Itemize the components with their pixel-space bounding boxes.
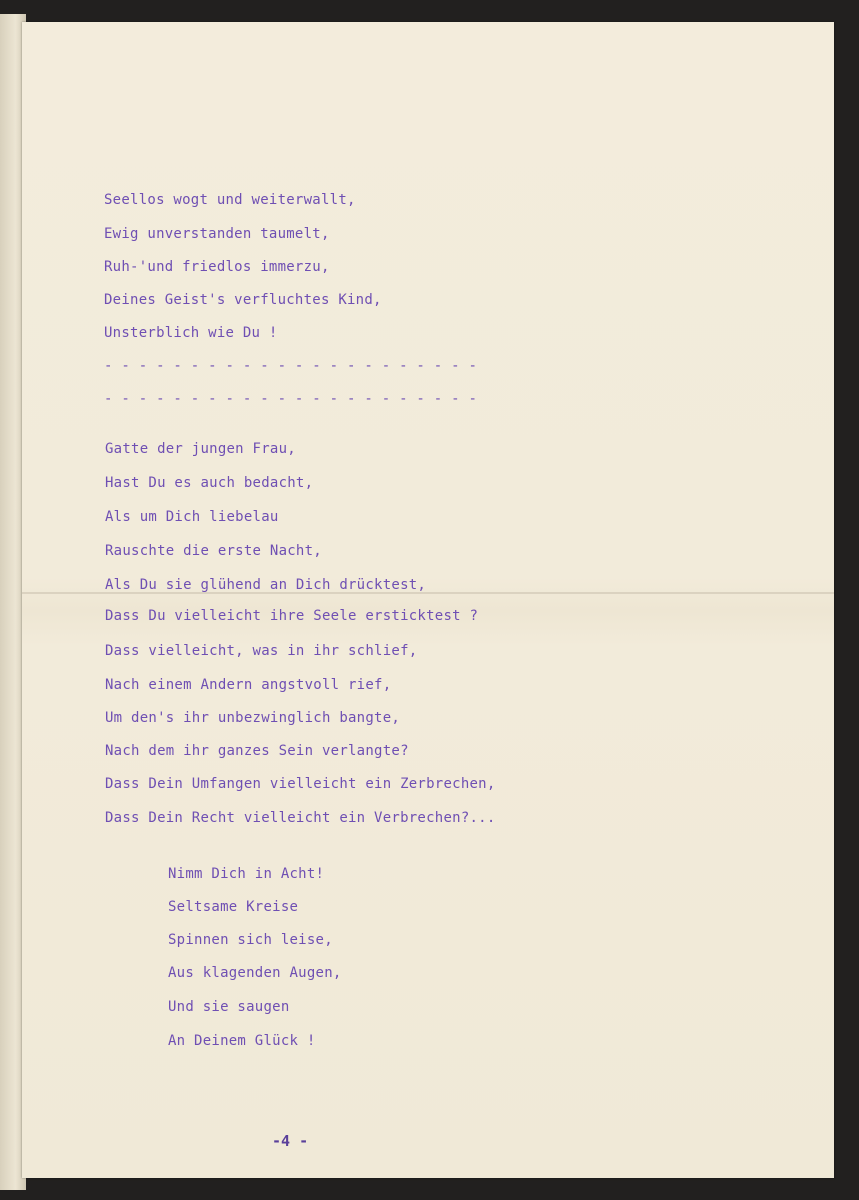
poem-line: Rauschte die erste Nacht, xyxy=(105,543,322,559)
poem-line: Deines Geist's verfluchtes Kind, xyxy=(104,292,382,308)
poem-line: Aus klagenden Augen, xyxy=(168,965,342,981)
poem-line: An Deinem Glück ! xyxy=(168,1033,316,1049)
poem-line: Seltsame Kreise xyxy=(168,899,299,915)
poem-line: Als um Dich liebelau xyxy=(105,509,279,525)
poem-line: Als Du sie glühend an Dich drücktest, xyxy=(105,577,427,593)
dashed-separator: - - - - - - - - - - - - - - - - - - - - - - xyxy=(104,391,478,407)
poem-line: Nach einem Andern angstvoll rief, xyxy=(105,677,392,693)
poem-line: Gatte der jungen Frau, xyxy=(105,441,296,457)
poem-line: Dass Dein Umfangen vielleicht ein Zerbrechen, xyxy=(105,776,496,792)
poem-line: Ewig unverstanden taumelt, xyxy=(104,226,330,242)
poem-line: Dass Dein Recht vielleicht ein Verbrechen?... xyxy=(105,810,496,826)
poem-line: Hast Du es auch bedacht, xyxy=(105,475,314,491)
poem-line: Spinnen sich leise, xyxy=(168,932,333,948)
poem-line: Und sie saugen xyxy=(168,999,290,1015)
poem-line: Unsterblich wie Du ! xyxy=(104,325,278,341)
poem-line: Dass Du vielleicht ihre Seele ersticktest ? xyxy=(105,608,479,624)
poem-line: Ruh-'und friedlos immerzu, xyxy=(104,259,330,275)
dashed-separator: - - - - - - - - - - - - - - - - - - - - - - xyxy=(104,358,478,374)
poem-line: Seellos wogt und weiterwallt, xyxy=(104,192,356,208)
poem-line: Nimm Dich in Acht! xyxy=(168,866,325,882)
page-number: -4 - xyxy=(272,1132,309,1150)
poem-line: Um den's ihr unbezwinglich bangte, xyxy=(105,710,401,726)
poem-line: Nach dem ihr ganzes Sein verlangte? xyxy=(105,743,409,759)
poem-line: Dass vielleicht, was in ihr schlief, xyxy=(105,643,418,659)
